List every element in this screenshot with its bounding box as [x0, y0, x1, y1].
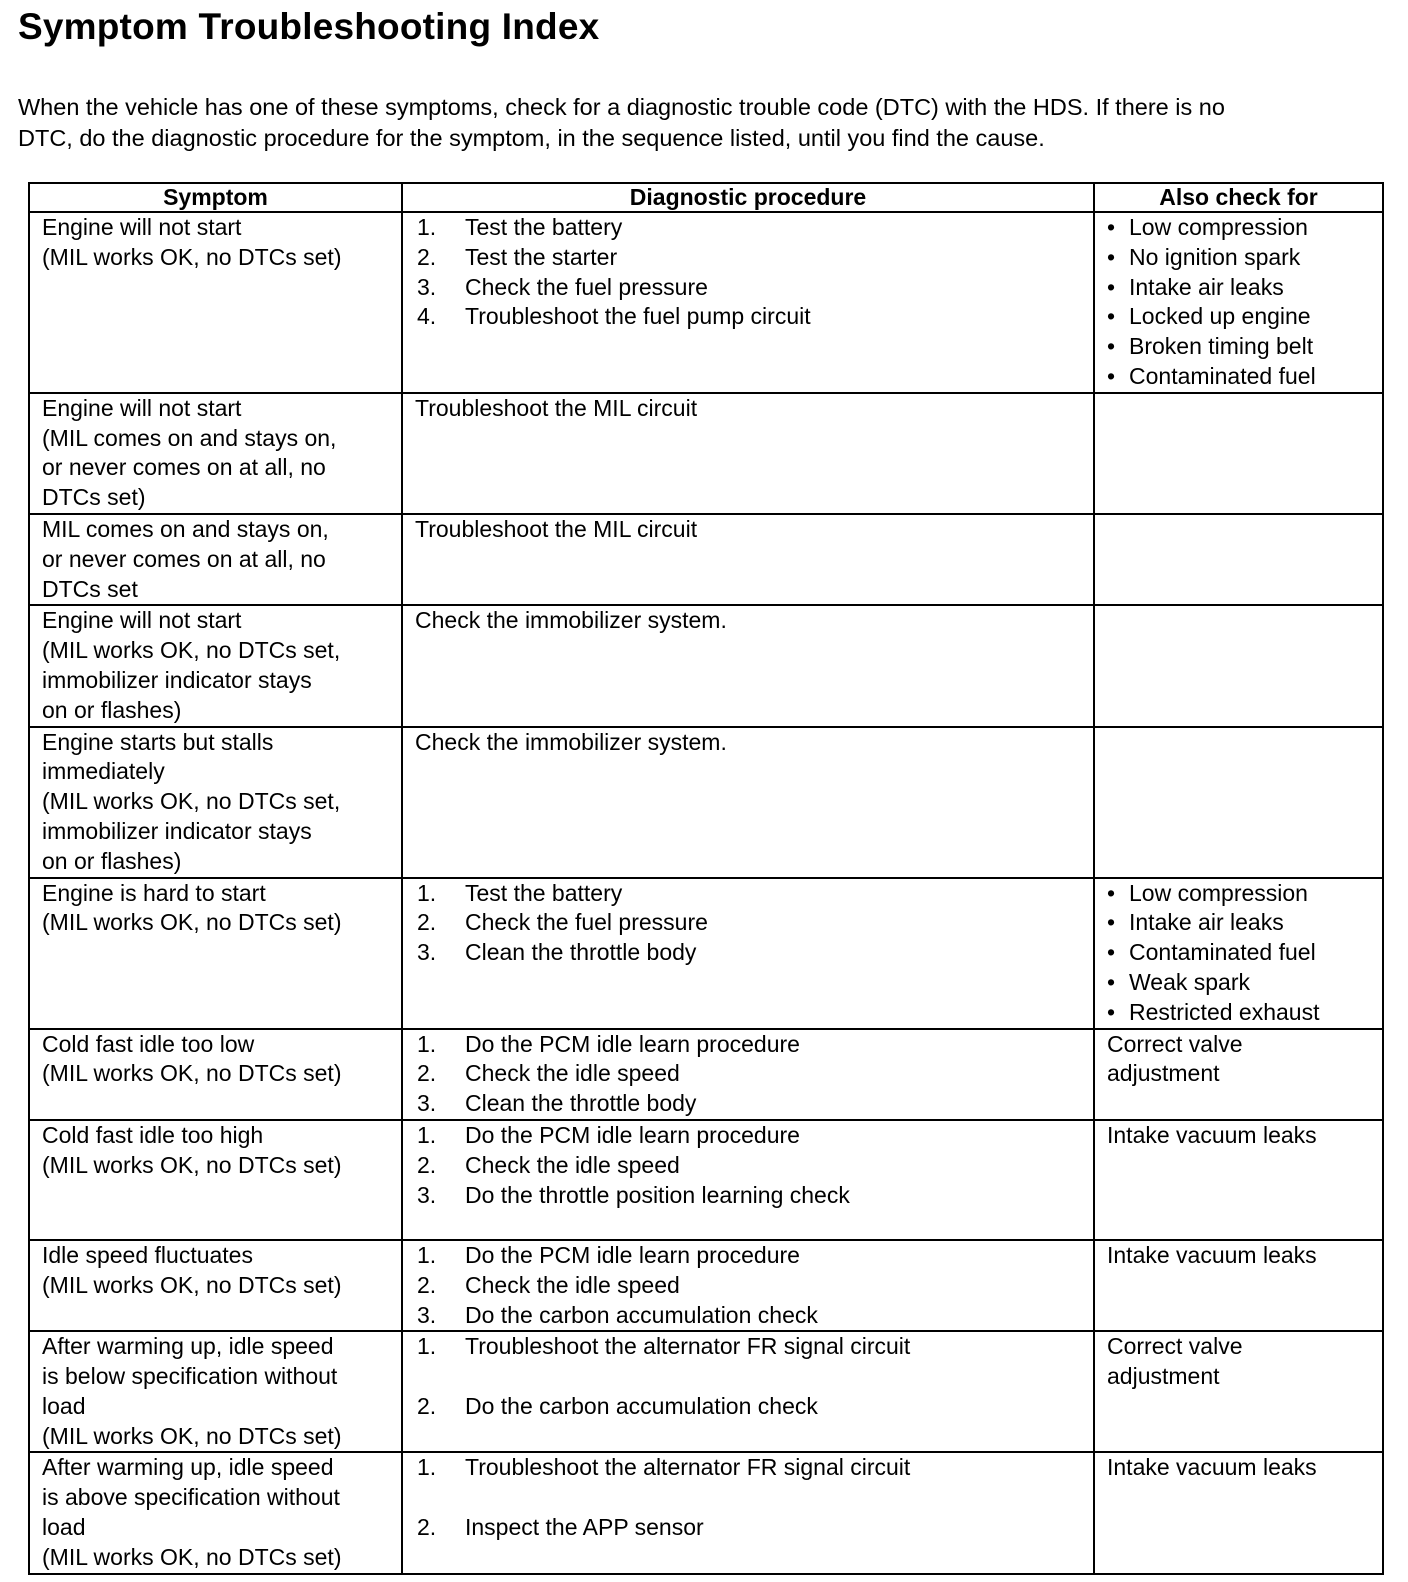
symptom-line: on or flashes) [42, 847, 182, 874]
procedure-step [415, 1181, 1085, 1211]
symptom-line: DTCs set [42, 575, 138, 602]
also-check-item [1107, 362, 1374, 392]
also-check-cell [1094, 1120, 1383, 1240]
symptom-cell [29, 1120, 402, 1240]
step-text: Check the fuel pressure [465, 909, 708, 936]
also-check-line: Intake vacuum leaks [1107, 1454, 1317, 1481]
step-text: Do the PCM idle learn procedure [465, 1030, 800, 1057]
symptom-line: load [42, 1514, 86, 1541]
symptom-line: Idle speed fluctuates [42, 1241, 253, 1268]
step-text: Check the fuel pressure [465, 273, 708, 300]
table-row [29, 1331, 1383, 1452]
symptom-line: After warming up, idle speed [42, 1333, 334, 1360]
step-number: 3. [417, 273, 437, 300]
also-check-list [1107, 879, 1374, 1028]
also-check-item [1107, 908, 1374, 938]
procedure-step [415, 213, 1085, 243]
symptom-line: (MIL works OK, no DTCs set) [42, 1543, 342, 1570]
also-check-cell [1094, 727, 1383, 878]
step-text: Test the starter [465, 243, 618, 270]
also-check-cell [1094, 605, 1383, 726]
symptom-cell [29, 514, 402, 605]
symptom-line: (MIL works OK, no DTCs set) [42, 1271, 342, 1298]
step-number: 1. [417, 1454, 437, 1481]
step-text: Troubleshoot the alternator FR signal circuit [465, 1454, 911, 1481]
also-check-line: adjustment [1107, 1363, 1220, 1390]
also-check-cell [1094, 393, 1383, 514]
symptom-line: (MIL works OK, no DTCs set, [42, 637, 341, 664]
bullet-icon: • [1107, 998, 1116, 1025]
also-check-text [1107, 1121, 1374, 1151]
also-check-text [1107, 1332, 1374, 1392]
symptom-line: Engine will not start [42, 607, 242, 634]
table-row [29, 1240, 1383, 1331]
also-check-text [1107, 1241, 1374, 1271]
symptom-line: immobilizer indicator stays [42, 666, 312, 693]
symptom-cell [29, 212, 402, 393]
also-check-line: adjustment [1107, 1060, 1220, 1087]
symptom-cell [29, 1029, 402, 1120]
procedure-step [415, 1513, 1085, 1543]
symptom-line: is above specification without [42, 1484, 340, 1511]
step-number: 2. [417, 1151, 437, 1178]
step-number: 3. [417, 1090, 437, 1117]
step-number: 1. [417, 1030, 437, 1057]
symptom-line: is below specification without [42, 1363, 338, 1390]
symptom-line: load [42, 1392, 86, 1419]
also-check-text: Intake air leaks [1129, 273, 1284, 300]
procedure-text: Check the immobilizer system. [415, 607, 727, 634]
also-check-line: Intake vacuum leaks [1107, 1241, 1317, 1268]
also-check-line: Correct valve [1107, 1333, 1243, 1360]
procedure-text: Troubleshoot the MIL circuit [415, 394, 698, 421]
also-check-text: Contaminated fuel [1129, 939, 1316, 966]
step-number: 2. [417, 1392, 437, 1419]
bullet-icon: • [1107, 909, 1116, 936]
step-text: Do the PCM idle learn procedure [465, 1121, 800, 1148]
procedure-step [415, 1121, 1085, 1151]
symptom-cell [29, 393, 402, 514]
also-check-text: No ignition spark [1129, 243, 1301, 270]
procedure-cell [402, 393, 1094, 514]
also-check-cell [1094, 1029, 1383, 1120]
table-row [29, 1452, 1383, 1573]
procedure-text: Check the immobilizer system. [415, 728, 727, 755]
step-number: 1. [417, 879, 437, 906]
symptom-line: Engine starts but stalls [42, 728, 274, 755]
procedure-step [415, 1271, 1085, 1301]
symptom-line: (MIL works OK, no DTCs set) [42, 1060, 342, 1087]
step-text: Inspect the APP sensor [465, 1514, 704, 1541]
procedure-cell [402, 514, 1094, 605]
also-check-line: Correct valve [1107, 1030, 1243, 1057]
symptom-line: (MIL works OK, no DTCs set, [42, 788, 341, 815]
procedure-step [415, 1059, 1085, 1089]
symptom-line: on or flashes) [42, 696, 182, 723]
also-check-text [1107, 1453, 1374, 1483]
header-procedure: Diagnostic procedure [402, 183, 1094, 212]
step-text: Do the throttle position learning check [465, 1181, 850, 1208]
bullet-icon: • [1107, 333, 1116, 360]
also-check-cell [1094, 1240, 1383, 1331]
symptom-line: (MIL works OK, no DTCs set) [42, 243, 342, 270]
also-check-cell [1094, 878, 1383, 1029]
header-also-check: Also check for [1094, 183, 1383, 212]
table-row [29, 727, 1383, 878]
bullet-icon: • [1107, 243, 1116, 270]
step-number: 4. [417, 303, 437, 330]
bullet-icon: • [1107, 273, 1116, 300]
intro-line: DTC, do the diagnostic procedure for the symptom, in the sequence listed, until you find the cause. [18, 125, 1045, 151]
procedure-cell [402, 1029, 1094, 1120]
symptom-line: After warming up, idle speed [42, 1454, 334, 1481]
table-row [29, 1120, 1383, 1240]
also-check-text: Locked up engine [1129, 303, 1311, 330]
step-text: Clean the throttle body [465, 1090, 697, 1117]
table-row [29, 605, 1383, 726]
table-row [29, 1029, 1383, 1120]
symptom-line: Cold fast idle too high [42, 1121, 264, 1148]
also-check-text: Intake air leaks [1129, 909, 1284, 936]
step-number: 1. [417, 214, 437, 240]
also-check-text: Contaminated fuel [1129, 362, 1316, 389]
also-check-text: Broken timing belt [1129, 333, 1314, 360]
table-row [29, 212, 1383, 393]
step-text: Do the PCM idle learn procedure [465, 1241, 800, 1268]
procedure-cell [402, 878, 1094, 1029]
step-number: 1. [417, 1333, 437, 1360]
procedure-step [415, 1453, 1085, 1483]
symptom-cell [29, 878, 402, 1029]
step-number: 2. [417, 1514, 437, 1541]
also-check-cell [1094, 1452, 1383, 1573]
procedure-cell [402, 1120, 1094, 1240]
step-number: 3. [417, 1301, 437, 1328]
procedure-step [415, 938, 1085, 968]
step-number: 1. [417, 1121, 437, 1148]
symptom-table [28, 182, 1384, 1575]
intro-line: When the vehicle has one of these symptoms, check for a diagnostic trouble code (DTC) with the HDS. If there is no [18, 94, 1225, 120]
step-text: Check the idle speed [465, 1271, 680, 1298]
step-number: 2. [417, 1060, 437, 1087]
symptom-line: or never comes on at all, no [42, 545, 326, 572]
step-text: Check the idle speed [465, 1060, 680, 1087]
procedure-step [415, 243, 1085, 273]
procedure-step [415, 273, 1085, 303]
procedure-step [415, 908, 1085, 938]
also-check-line: Intake vacuum leaks [1107, 1121, 1317, 1148]
table-row [29, 878, 1383, 1029]
step-text: Test the battery [465, 879, 623, 906]
bullet-icon: • [1107, 214, 1116, 240]
table-row [29, 393, 1383, 514]
step-text: Do the carbon accumulation check [465, 1301, 818, 1328]
procedure-cell [402, 1240, 1094, 1331]
header-symptom: Symptom [29, 183, 402, 212]
symptom-line: immediately [42, 758, 165, 785]
step-number: 2. [417, 1271, 437, 1298]
symptom-line: MIL comes on and stays on, [42, 515, 329, 542]
table-row [29, 514, 1383, 605]
procedure-step [415, 1030, 1085, 1060]
also-check-list [1107, 213, 1374, 392]
symptom-cell [29, 605, 402, 726]
step-text: Clean the throttle body [465, 939, 697, 966]
also-check-item [1107, 879, 1374, 909]
page-title: Symptom Troubleshooting Index [18, 6, 600, 47]
step-text: Test the battery [465, 214, 623, 240]
intro-paragraph [18, 92, 1390, 154]
procedure-step [415, 879, 1085, 909]
step-text: Do the carbon accumulation check [465, 1392, 818, 1419]
also-check-cell [1094, 1331, 1383, 1452]
also-check-item [1107, 332, 1374, 362]
procedure-step [415, 1332, 1085, 1362]
also-check-text: Low compression [1129, 214, 1308, 240]
also-check-text: Restricted exhaust [1129, 998, 1320, 1025]
symptom-line: (MIL works OK, no DTCs set) [42, 1151, 342, 1178]
symptom-cell [29, 1331, 402, 1452]
procedure-step [415, 1151, 1085, 1181]
procedure-step [415, 1241, 1085, 1271]
step-number: 3. [417, 1181, 437, 1208]
procedure-cell [402, 605, 1094, 726]
symptom-line: immobilizer indicator stays [42, 817, 312, 844]
bullet-icon: • [1107, 879, 1116, 906]
also-check-item [1107, 998, 1374, 1028]
bullet-icon: • [1107, 362, 1116, 389]
also-check-text: Low compression [1129, 879, 1308, 906]
symptom-cell [29, 727, 402, 878]
procedure-cell [402, 212, 1094, 393]
procedure-cell [402, 1452, 1094, 1573]
step-number: 2. [417, 243, 437, 270]
symptom-cell [29, 1452, 402, 1573]
also-check-item [1107, 213, 1374, 243]
symptom-line: (MIL works OK, no DTCs set) [42, 909, 342, 936]
symptom-line: DTCs set) [42, 484, 146, 511]
symptom-line: Engine will not start [42, 394, 242, 421]
procedure-cell [402, 1331, 1094, 1452]
procedure-cell [402, 727, 1094, 878]
also-check-item [1107, 968, 1374, 998]
also-check-item [1107, 302, 1374, 332]
symptom-line: (MIL works OK, no DTCs set) [42, 1422, 342, 1449]
also-check-text: Weak spark [1129, 968, 1251, 995]
also-check-item [1107, 938, 1374, 968]
procedure-step [415, 1392, 1085, 1422]
also-check-cell [1094, 212, 1383, 393]
symptom-line: (MIL comes on and stays on, [42, 424, 337, 451]
procedure-text: Troubleshoot the MIL circuit [415, 515, 698, 542]
step-number: 1. [417, 1241, 437, 1268]
step-text: Check the idle speed [465, 1151, 680, 1178]
symptom-line: Engine will not start [42, 214, 242, 240]
also-check-text [1107, 1030, 1374, 1090]
also-check-item [1107, 273, 1374, 303]
step-text: Troubleshoot the fuel pump circuit [465, 303, 811, 330]
step-number: 3. [417, 939, 437, 966]
procedure-step [415, 1089, 1085, 1119]
also-check-item [1107, 243, 1374, 273]
procedure-step [415, 302, 1085, 332]
table-header-row [29, 183, 1383, 212]
also-check-cell [1094, 514, 1383, 605]
symptom-line: Engine is hard to start [42, 879, 266, 906]
procedure-step [415, 1301, 1085, 1331]
symptom-cell [29, 1240, 402, 1331]
bullet-icon: • [1107, 939, 1116, 966]
symptom-line: Cold fast idle too low [42, 1030, 255, 1057]
bullet-icon: • [1107, 968, 1116, 995]
bullet-icon: • [1107, 303, 1116, 330]
step-number: 2. [417, 909, 437, 936]
symptom-line: or never comes on at all, no [42, 454, 326, 481]
step-text: Troubleshoot the alternator FR signal circuit [465, 1333, 911, 1360]
